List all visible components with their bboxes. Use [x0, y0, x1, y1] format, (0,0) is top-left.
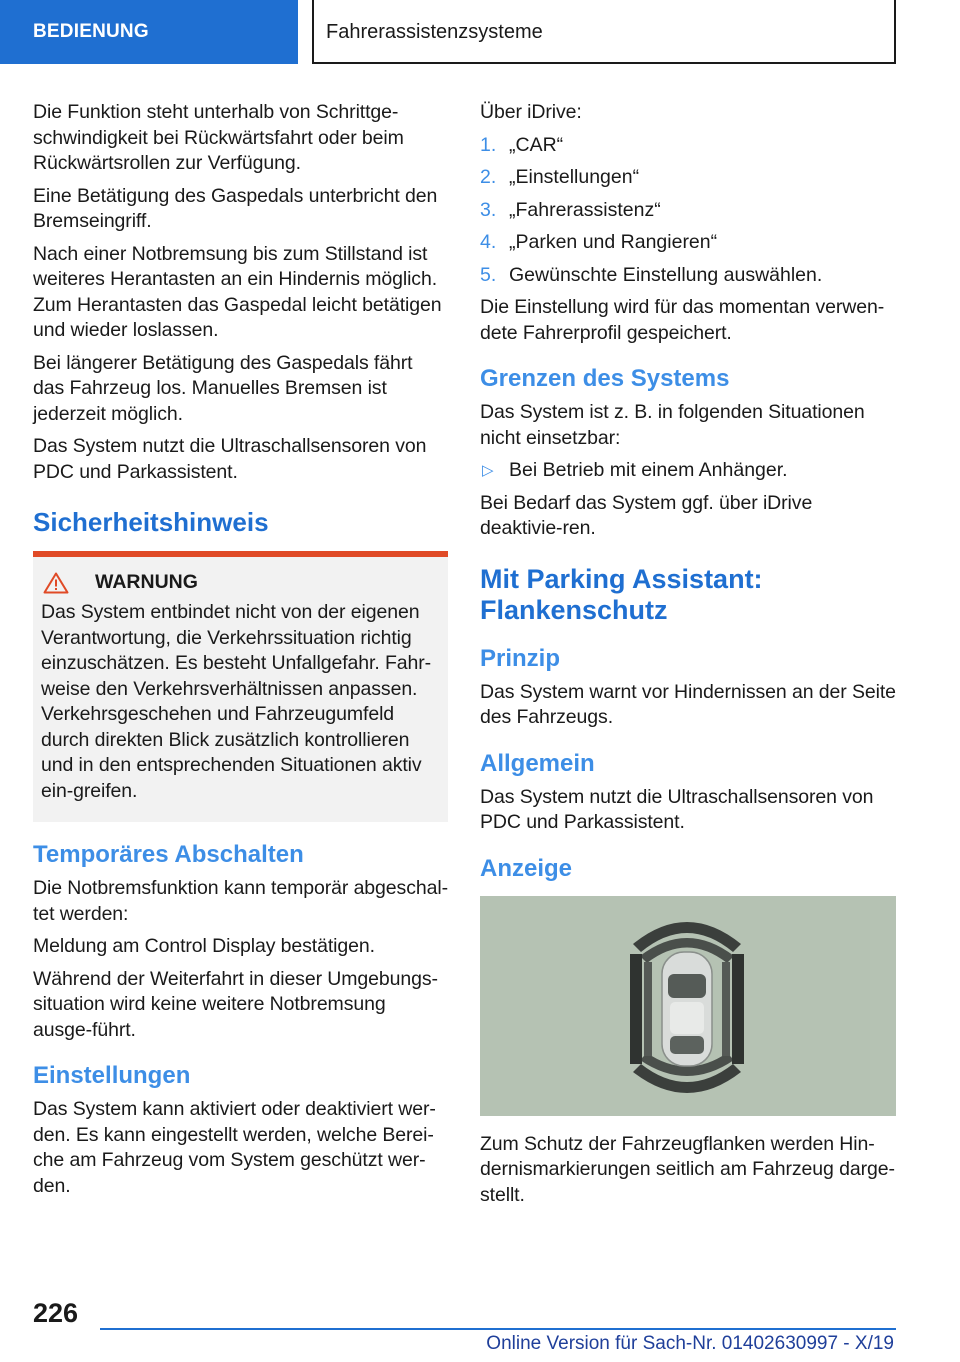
paragraph: Eine Betätigung des Gaspedals unterbricht den Bremseingriff.	[33, 184, 438, 232]
list-item	[480, 133, 896, 159]
right-column	[480, 100, 896, 1215]
triangle-bullet-icon: ▷	[482, 462, 494, 479]
paragraph: Das System nutzt die Ultraschallsensoren von PDC und Parkassistent.	[33, 435, 427, 483]
limits-heading: Grenzen des Systems	[480, 365, 730, 392]
paragraph: Meldung am Control Display bestätigen.	[33, 935, 375, 957]
idrive-steps	[480, 133, 896, 289]
paragraph: Über iDrive:	[480, 101, 582, 123]
footer-version: Online Version für Sach-Nr. 01402630997 - X/19	[486, 1333, 894, 1354]
paragraph: Nach einer Notbremsung bis zum Stillstand ist weiteres Herantasten an ein Hindernis möglich. Zum Herantasten das Gaspedal leicht betätigen und wieder loslassen.	[33, 242, 442, 341]
general-heading: Allgemein	[480, 749, 595, 777]
list-item	[480, 230, 896, 256]
left-column	[33, 100, 448, 1206]
step-text: „Parken und Rangieren“	[509, 231, 718, 253]
list-item	[480, 198, 896, 224]
settings-heading: Einstellungen	[33, 1062, 191, 1089]
paragraph: Das System ist z. B. in folgenden Situationen nicht einsetzbar:	[480, 401, 865, 449]
display-heading: Anzeige	[480, 854, 573, 882]
chapter-title: Fahrerassistenzsysteme	[312, 0, 896, 64]
list-item	[480, 458, 896, 484]
paragraph: Die Einstellung wird für das momentan verwen-dete Fahrerprofil gespeichert.	[480, 296, 885, 344]
warning-text: Das System entbindet nicht von der eigenen Verantwortung, die Verkehrssituation richtig einzuschätzen. Es besteht Unfallgefahr. Fahr-weise den Verkehrsverhältnissen anpassen. Verkehrsgeschehen und Fahrzeugumfeld durch direkten Blick zusätzlich kontrollieren und in den entsprechenden Situationen aktiv ein-greifen.	[41, 601, 432, 802]
bullet-text: Bei Betrieb mit einem Anhänger.	[509, 459, 788, 481]
parking-assistant-heading: Mit Parking Assistant: Flankenschutz	[480, 563, 763, 625]
figure-caption: Zum Schutz der Fahrzeugflanken werden Hin-dernismarkierungen seitlich am Fahrzeug darge-stellt.	[480, 1132, 895, 1206]
step-number: 1.	[480, 133, 497, 156]
list-item	[480, 263, 896, 289]
step-text: „Fahrerassistenz“	[509, 198, 661, 221]
paragraph: Während der Weiterfahrt in dieser Umgebungs-situation wird keine weitere Notbremsung ausge-führt.	[33, 967, 438, 1041]
page-number: 226	[33, 1298, 79, 1328]
limits-list	[480, 458, 896, 484]
warning-triangle-icon	[43, 572, 69, 594]
step-number: 4.	[480, 231, 497, 253]
step-text: „CAR“	[509, 133, 564, 156]
section-tab: BEDIENUNG	[0, 0, 298, 64]
step-text: „Einstellungen“	[509, 166, 640, 188]
paragraph: Bei Bedarf das System ggf. über iDrive deaktivie-ren.	[480, 491, 813, 539]
warning-title: WARNUNG	[95, 571, 198, 593]
safety-heading: Sicherheitshinweis	[33, 507, 269, 537]
warning-box	[33, 557, 448, 822]
principle-heading: Prinzip	[480, 644, 561, 672]
paragraph: Das System kann aktiviert oder deaktiviert wer-den. Es kann eingestellt werden, welche Berei-che am Fahrzeug vom System geschützt wer-den.	[33, 1098, 436, 1197]
step-number: 5.	[480, 263, 497, 286]
paragraph: Die Notbremsfunktion kann temporär abgeschal-tet werden:	[33, 877, 448, 925]
step-number: 2.	[480, 166, 497, 188]
step-text: Gewünschte Einstellung auswählen.	[509, 263, 823, 286]
step-number: 3.	[480, 198, 497, 221]
temp-off-heading: Temporäres Abschalten	[33, 841, 304, 868]
flank-protection-image	[480, 896, 896, 1116]
car-top-view-illustration	[480, 896, 896, 1116]
list-item	[480, 165, 896, 191]
paragraph: Das System nutzt die Ultraschallsensoren von PDC und Parkassistent.	[480, 785, 874, 833]
paragraph: Das System warnt vor Hindernissen an der Seite des Fahrzeugs.	[480, 680, 896, 728]
paragraph: Bei längerer Betätigung des Gaspedals fährt das Fahrzeug los. Manuelles Bremsen ist jederzeit möglich.	[33, 351, 413, 425]
paragraph: Die Funktion steht unterhalb von Schrittge-schwindigkeit bei Rückwärtsfahrt oder beim Rückwärtsrollen zur Verfügung.	[33, 101, 404, 174]
footer-divider	[100, 1328, 896, 1330]
warning-header	[41, 571, 440, 594]
